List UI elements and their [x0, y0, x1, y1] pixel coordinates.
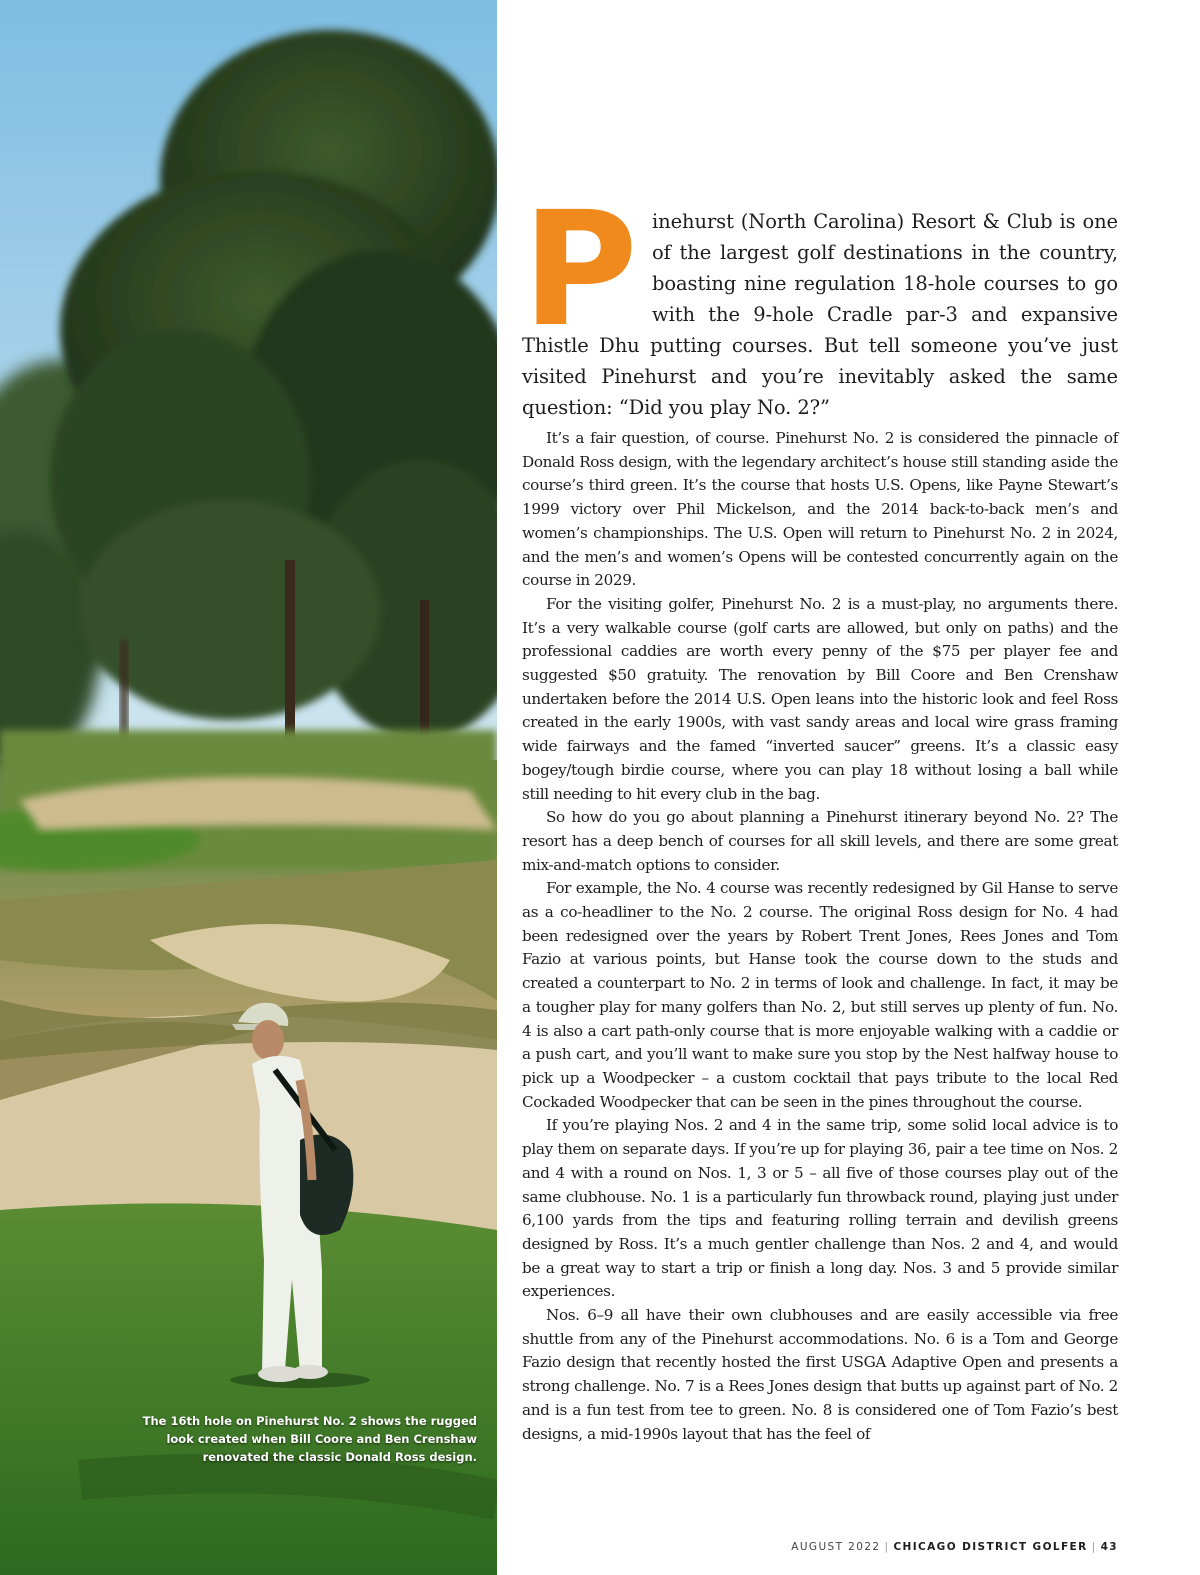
paragraph: So how do you go about planning a Pinehurst itinerary beyond No. 2? The resort has a deep bench of courses for all skill levels, and there are some great mix-and-match options to consider. [522, 808, 1118, 874]
hero-photo [0, 0, 497, 1575]
issue-date: AUGUST 2022 [791, 1541, 881, 1553]
golf-course-photo [0, 0, 497, 1575]
paragraph: For the visiting golfer, Pinehurst No. 2 is a must-play, no arguments there. It’s a very walkable course (golf carts are allowed, but only on paths) and the professional caddies are worth every penny of the $75 per player fee and suggested $50 gratuity. The renovation by Bill Coore and Ben Crenshaw undertaken before the 2014 U.S. Open leans into the historic look and feel Ross created in the early 1900s, with vast sandy areas and local wire grass framing wide fairways and the famed “inverted saucer” greens. It’s a classic easy bogey/tough birdie course, where you can play 18 without losing a ball while still needing to hit every club in the bag. [522, 594, 1118, 803]
photo-caption: The 16th hole on Pinehurst No. 2 shows the rugged look created when Bill Coore and Ben Crenshaw renovated the classic Donald Ross design. [142, 1414, 477, 1464]
paragraph: If you’re playing Nos. 2 and 4 in the same trip, some solid local advice is to play them on separate days. If you’re up for playing 36, pair a tee time on Nos. 2 and 4 with a round on Nos. 1, 3 or 5 – all five of those courses play out of the same clubhouse. No. 1 is a particularly fun throwback round, playing just under 6,100 yards from the tips and featuring rolling terrain and devilish greens designed by Ross. It’s a much gentler challenge than Nos. 2 and 4, and would be a great way to start a trip or finish a long day. Nos. 3 and 5 provide similar experiences. [522, 1116, 1118, 1301]
article-body [522, 206, 1118, 1446]
lead-paragraph: inehurst (North Carolina) Resort & Club is one of the largest golf destinations in the country, boasting nine regulation 18-hole courses to go with the 9-hole Cradle par-3 and expansive Thistle Dhu putting courses. But tell someone you’ve just visited Pinehurst and you’re inevitably asked the same question: “Did you play No. 2?” [522, 210, 1118, 419]
publication-name: CHICAGO DISTRICT GOLFER [893, 1541, 1088, 1553]
paragraph: It’s a fair question, of course. Pinehurst No. 2 is considered the pinnacle of Donald Ross design, with the legendary architect’s house still standing aside the course’s third green. It’s the course that hosts U.S. Opens, like Payne Stewart’s 1999 victory over Phil Mickelson, and the 2014 back-to-back men’s and women’s championships. The U.S. Open will return to Pinehurst No. 2 in 2024, and the men’s and women’s Opens will be contested concurrently again on the course in 2029. [522, 429, 1118, 590]
page-number: 43 [1100, 1541, 1118, 1553]
page-footer: AUGUST 2022 | CHICAGO DISTRICT GOLFER | 43 [791, 1541, 1118, 1553]
paragraph: Nos. 6–9 all have their own clubhouses and are easily accessible via free shuttle from any of the Pinehurst accommodations. No. 6 is a Tom and George Fazio design that recently hosted the first USGA Adaptive Open and presents a strong challenge. No. 7 is a Rees Jones design that butts up against part of No. 2 and is a fun test from tee to green. No. 8 is considered one of Tom Fazio’s best designs, a mid-1990s layout that has the feel of [522, 1306, 1118, 1443]
drop-cap [522, 208, 640, 326]
paragraph: For example, the No. 4 course was recently redesigned by Gil Hanse to serve as a co-headliner to the No. 2 course. The original Ross design for No. 4 had been redesigned over the years by Robert Trent Jones, Rees Jones and Tom Fazio at various points, but Hanse took the course down to the studs and created a counterpart to No. 2 in terms of look and challenge. In fact, it may be a tougher play for many golfers than No. 2, but still serves up plenty of fun. No. 4 is also a cart path-only course that is more enjoyable walking with a caddie or a push cart, and you’ll want to make sure you stop by the Nest halfway house to pick up a Woodpecker – a custom cocktail that pays tribute to the local Red Cockaded Woodpecker that can be seen in the pines throughout the course. [522, 879, 1118, 1111]
drop-cap-letter: P [522, 208, 638, 326]
